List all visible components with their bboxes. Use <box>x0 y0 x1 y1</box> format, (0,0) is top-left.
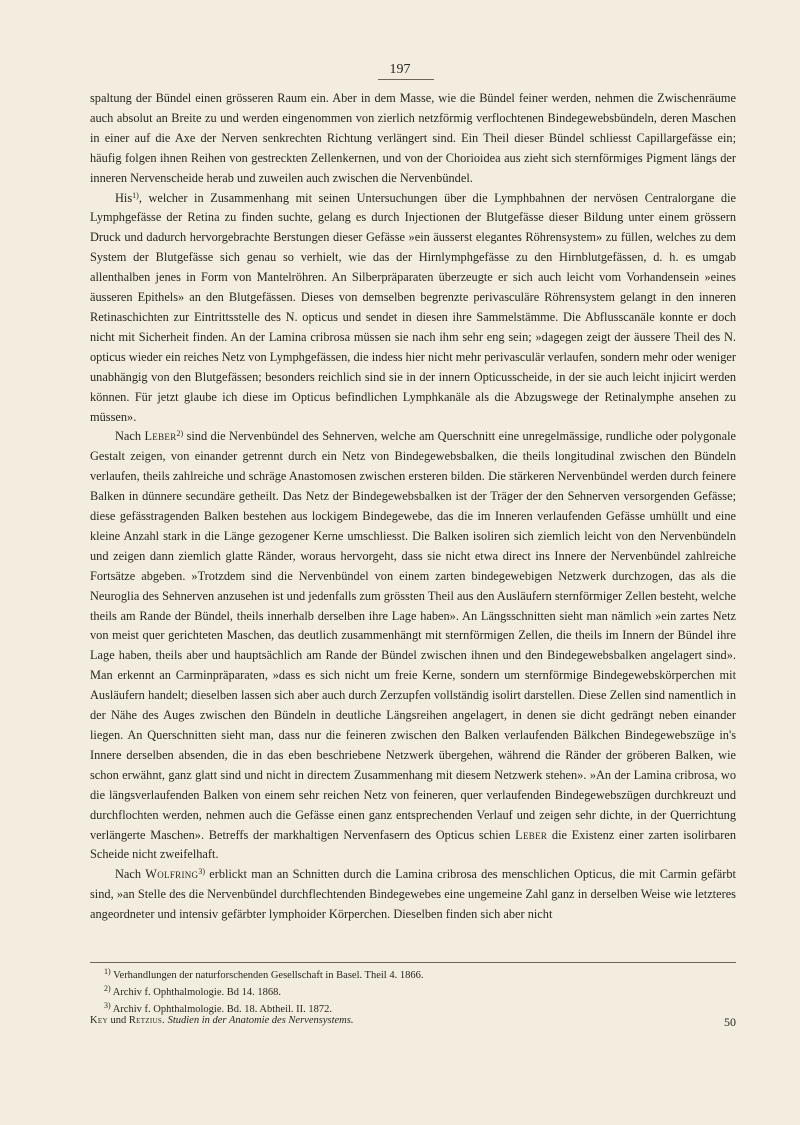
paragraph-3-tail: die Existenz einer zarten isolirbaren Scheide nicht zweifelhaft. <box>90 827 736 862</box>
paragraph-2-text: welcher in Zusammenhang mit seinen Untersuchungen über die Lymphbahnen der nervösen Centralorgane die Lymphgefässe der Retina zu finden suchte, gelang es durch Injectionen der Blutgefässe dieser Bildung unter einem grössern Druck und dadurch hervorgebrachte Berstungen dieser Gefässe »ein äusserst elegantes Röhrensystem» zu füllen, welches zu dem System der Blutgefässe sich genau so verhielt, wie das der Hirnlymphgefässe zu den Hirnblutgefässen, d. h. es umgab allenthalben jenes in Form von Mantelröhren. An Silberpräparaten überzeugte er sich auch leicht vom Vorhandensein »eines äusseren Epithels» an den Blutgefässen. Dieses von demselben begrenzte perivasculäre Röhrensystem gelangt in den inneren Retinaschichten zur Eintrittsstelle des N. opticus und sendet in diesen ihre Sammelstämme. Die Abflusscanäle konnte er doch nicht mit Sicherheit finden. An der Lamina cribrosa müssen sie nach ihm sehr eng sein; »dagegen zeigt der äussere Theil des N. opticus wieder ein reiches Netz von Lymphgefässen, die indess hier nicht mehr perivasculär verlaufen, sondern mehr oder weniger unabhängig von den Blutgefässen; besonders reichlich sind sie in der innern Opticusscheide, in der sie auch leicht injicirt werden können. Für jetzt glaube ich diese im Opticus befindlichen Lymphkanäle als die Abzugswege der Retinalymphe ansehen zu müssen». <box>90 190 737 424</box>
footnote-ref-1: 1) <box>132 190 139 200</box>
paragraph-3-text: sind die Nervenbündel des Sehnerven, welche am Querschnitt eine unregelmässige, rundliche oder polygonale Gestalt zeigen, von einander getrennt durch ein Netz von Bindegewebsbalken, die theils longitudinal zwischen den Bündeln verlaufen, theils zahlreiche und schräge Anastomosen zwischen ersteren bilden. Die stärkeren Nervenbündel werden durch feinere Balken in dünnere secundäre getheilt. Das Netz der Bindegewebsbalken ist der Träger der den Sehnerven versorgenden Gefässe; diese gefässtragenden Balken bestehen aus lockigem Bindegewebe, das die im Inneren verlaufenden Gefässe umhüllt und eine kleine Anzahl stark in die Länge gezogener Kerne umschliesst. Die Balken isoliren sich ziemlich leicht von den Nervenbündeln und zeigen dann ziemlich glatte Ränder, woraus hervorgeht, dass sie nicht etwa direct ins Innere der Nervenbündel zahlreiche Fortsätze abgeben. »Trotzdem sind die Nervenbündel von einem zarten bindegewebigen Netzwerk durchzogen, das als die Neuroglia des Sehnerven anzusehen ist und jedenfalls zum grössten Theil aus den Ausläufern sternförmiger Zellen besteht, welche theils am Rande der Bündel, theils innerhalb derselben ihre Lage haben». An Längsschnitten sieht man nämlich »ein zartes Netz von meist quer gerichteten Maschen, das deutlich zusammenhängt mit sternförmigen Zellen, die theils im Innern der Bündel ihre Lage haben, theils aber und hauptsächlich am Rande der Bündel zwischen ihnen und den Bindegewebsbalken angelagert sind». Man erkennt an Carminpräparaten, »dass es sich nicht um freie Kerne, sondern um sternförmige Bindegewebskörperchen mit Ausläufern handelt; dieselben lassen sich aber auch durch Zerzupfen vollständig isolirt darstellen. Diese Zellen sind namentlich in der Nähe des Auges zwischen den Bündeln in deutliche Längsreihen angelagert, in denen sie dicht gedrängt neben einander liegen. An Querschnitten sieht man, dass nur die feineren zwischen den Balken verlaufenden Bälkchen Bindegewebszüge in's Innere derselben absenden, die in das eben beschriebene Netzwerk übergehen, während die Ränder der gröberen Balken, wie schon erwähnt, ganz glatt sind und nicht in directem Zusammenhang mit diesem Netzwerk stehen». »An der Lamina cribrosa, wo die längsverlaufenden Balken von einem sehr reichen Netz von feineren, quer verlaufenden Bindegewebszügen durchkreuzt und durchflochten werden, nehmen auch die Gefässe einen ganz entsprechenden Verlauf und zeigen sehr dichte, in der Querrichtung verlängerte Maschen». Betreffs der markhaltigen Nervenfasern des Opticus schien <box>90 429 736 842</box>
body-text <box>90 89 736 925</box>
footer-und: und <box>110 1015 127 1026</box>
footnote-mark-1: 1) <box>104 967 111 976</box>
footer-author-retzius: Retzius. <box>128 1015 165 1026</box>
footnote-rule <box>90 962 736 963</box>
page-number-rule <box>378 79 434 80</box>
paragraph-1: spaltung der Bündel einen grösseren Raum ein. Aber in dem Masse, wie die Bündel feiner werden, nehmen die Zwischenräume auch absolut an Breite zu und werden eingenommen von zierlich netzförmig verflochtenen Bindegewebsbündeln, deren Maschen in einer auf die Axe der Nerven senkrechten Richtung verlängert sind. Ein Theil dieser Bündel schliesst Capillargefässe ein; häufig folgen ihnen Reihen von gestreckten Zellenkernen, und von der Chorioidea aus zieht sich sternförmiges Pigment längs der inneren Nervenscheide herab und zuweilen auch zwischen die Nervenbündel. <box>90 91 736 185</box>
footnote-mark-2: 2) <box>104 984 111 993</box>
paragraph-4-text: erblickt man an Schnitten durch die Lamina cribrosa des menschlichen Opticus, die mit Carmin gefärbt sind, »an Stelle des die Nervenbündel durchflechtenden Bindegewebes eine ungemeine Zahl ganz in derselben Weise wie letzteres angeordneter und intensiv gefärbter lymphoider Körperchen. Dieselben finden sich aber nicht <box>90 867 736 922</box>
paragraph-4: Nach Wolfring$^{3)}$ erblickt man an Schnitten durch die Lamina cribrosa des menschlichen Opticus, die mit Carmin gefärbt sind, »an Stelle des die Nervenbündel durchflechtenden Bindegewebes eine ungemeine Zahl ganz in derselben Weise wie letzteres angeordneter und intensiv gefärbter lymphoider Körperchen. Dieselben finden sich aber nicht <box>90 867 736 922</box>
footer-author-key: Key <box>90 1015 108 1026</box>
footnote-text-3: Archiv f. Ophthalmologie. Bd. 18. Abtheil. II. 1872. <box>112 1004 333 1015</box>
footnote-ref-3: 3) <box>198 867 206 877</box>
author-ref-wolfring: Wolfring <box>145 867 199 882</box>
author-ref-leber-again: Leber <box>515 827 548 842</box>
footnote-mark-3: 3) <box>104 1001 111 1010</box>
footnote-2 <box>104 984 724 1001</box>
footer-book-title: Studien in der Anatomie des Nervensystems. <box>167 1015 354 1026</box>
author-ref-leber: Leber <box>144 429 177 444</box>
page-number: 197 <box>389 62 411 77</box>
footnote-text-1: Verhandlungen der naturforschenden Gesellschaft in Basel. Theil 4. 1866. <box>113 970 424 981</box>
paragraph-3: Nach Leber$^{2)}$ sind die Nervenbündel des Sehnerven, welche am Querschnitt eine unregelmässige, rundliche oder polygonale Gestalt zeigen, von einander getrennt durch ein Netz von Bindegewebsbalken, die theils longitudinal zwischen den Bündeln verlaufen, theils zahlreiche und schräge Anastomosen zwischen ersteren bilden. Die stärkeren Nervenbündel werden durch feinere Balken in dünnere secundäre getheilt. Das Netz der Bindegewebsbalken ist der Träger der den Sehnerven versorgenden Gefässe; diese gefässtragenden Balken bestehen aus lockigem Bindegewebe, das die im Inneren verlaufenden Gefässe umhüllt und eine kleine Anzahl stark in die Länge gezogener Kerne umschliesst. Die Balken isoliren sich ziemlich leicht von den Nervenbündeln und zeigen dann ziemlich glatte Ränder, woraus hervorgeht, dass sie nicht etwa direct ins Innere der Nervenbündel zahlreiche Fortsätze abgeben. »Trotzdem sind die Nervenbündel von einem zarten bindegewebigen Netzwerk durchzogen, das als die Neuroglia des Sehnerven anzusehen ist und jedenfalls zum grössten Theil aus den Ausläufern sternförmiger Zellen besteht, welche theils am Rande der Bündel, theils innerhalb derselben ihre Lage haben». An Längsschnitten sieht man nämlich »ein zartes Netz von meist quer gerichteten Maschen, das deutlich zusammenhängt mit sternförmigen Zellen, die theils im Innern der Bündel ihre Lage haben, theils aber und hauptsächlich am Rande der Bündel zwischen ihnen und den Bindegewebsbalken angelagert sind». Man erkennt an Carminpräparaten, »dass es sich nicht um freie Kerne, sondern um sternförmige Bindegewebskörperchen mit Ausläufern handelt; dieselben lassen sich aber auch durch Zerzupfen vollständig isolirt darstellen. Diese Zellen sind namentlich in der Nähe des Auges zwischen den Bündeln in deutliche Längsreihen angelagert, in denen sie dicht gedrängt neben einander liegen. An Querschnitten sieht man, dass nur die feineren zwischen den Balken verlaufenden Bälkchen Bindegewebszüge in's Innere derselben absenden, die in das eben beschriebene Netzwerk übergehen, während die Ränder der gröberen Balken, wie schon erwähnt, ganz glatt sind und nicht in directem Zusammenhang mit diesem Netzwerk stehen». »An der Lamina cribrosa, wo die längsverlaufenden Balken von einem sehr reichen Netz von feineren, quer verlaufenden Bindegewebszügen durchkreuzt und durchflochten werden, nehmen auch die Gefässe einen ganz entsprechenden Verlauf und zeigen sehr dichte, in der Querrichtung verlängerte Maschen». Betreffs der markhaltigen Nervenfasern des Opticus schien Leber die Existenz einer zarten isolirbaren Scheide nicht zweifelhaft. <box>90 429 736 862</box>
signature-mark: 50 <box>724 1015 736 1029</box>
paragraph-2: His$^{1)}$, welcher in Zusammenhang mit seinen Untersuchungen über die Lymphbahnen der nervösen Centralorgane die Lymphgefässe der Retina zu finden suchte, gelang es durch Injectionen der Blutgefässe dieser Bildung unter einem grössern Druck und dadurch hervorgebrachte Berstungen dieser Gefässe »ein äusserst elegantes Röhrensystem» zu füllen, welches zu dem System der Blutgefässe sich genau so verhielt, wie das der Hirnlymphgefässe zu den Hirnblutgefässen, d. h. es umgab allenthalben jenes in Form von Mantelröhren. An Silberpräparaten überzeugte er sich auch leicht vom Vorhandensein »eines äusseren Epithels» an den Blutgefässen. Dieses von demselben begrenzte perivasculäre Röhrensystem gelangt in den inneren Retinaschichten zur Eintrittsstelle des N. opticus und sendet in diesen ihre Sammelstämme. Die Abflusscanäle konnte er doch nicht mit Sicherheit finden. An der Lamina cribrosa müssen sie nach ihm sehr eng sein; »dagegen zeigt der äussere Theil des N. opticus wieder ein reiches Netz von Lymphgefässen, die indess hier nicht mehr perivasculär verlaufen, sondern mehr oder weniger unabhängig von den Blutgefässen; besonders reichlich sind sie in der innern Opticusscheide, in der sie auch leicht injicirt werden können. Für jetzt glaube ich diese im Opticus befindlichen Lymphkanäle als die Abzugswege der Retinalymphe ansehen zu müssen». <box>90 190 737 424</box>
footnote-1 <box>104 967 724 984</box>
footnote-text-2: Archiv f. Ophthalmologie. Bd 14. 1868. <box>112 987 281 998</box>
footnote-ref-2: 2) <box>176 429 184 439</box>
footnotes <box>104 967 724 1018</box>
running-footer <box>90 1015 736 1029</box>
author-ref-his: His <box>115 190 133 205</box>
